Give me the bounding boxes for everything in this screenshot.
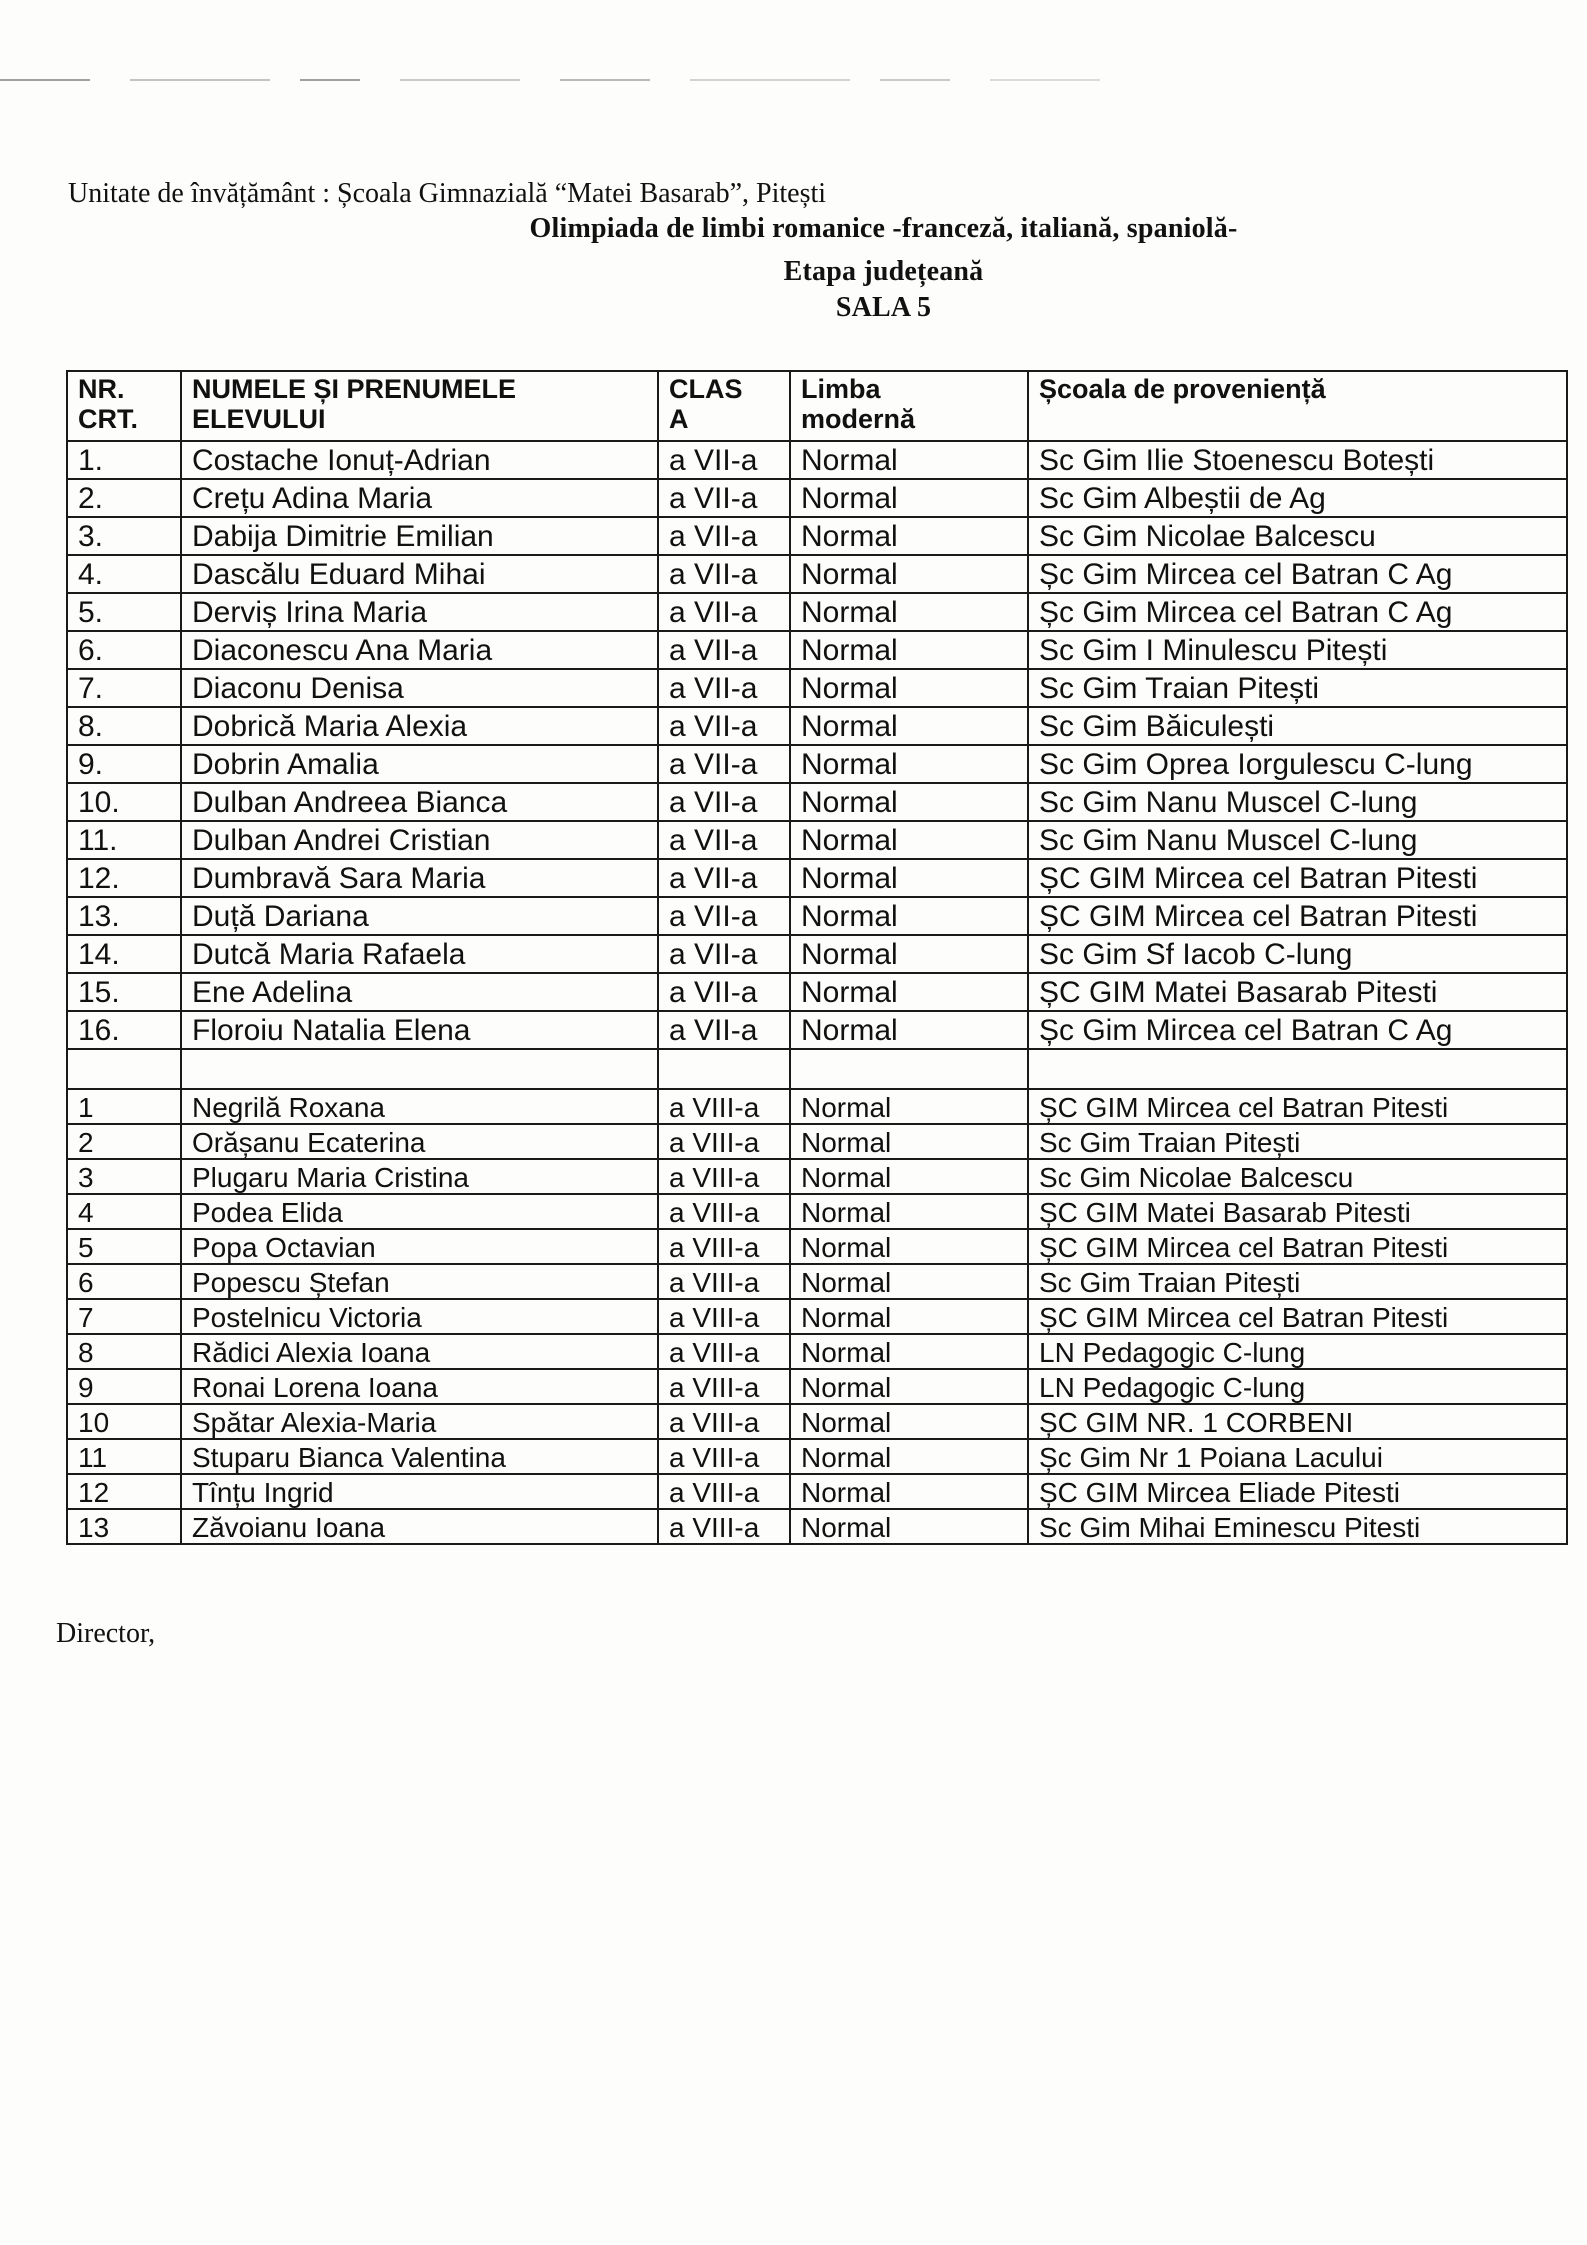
cell-nr: 1. [67,441,181,479]
cell-school: ȘC GIM Mircea cel Batran Pitesti [1028,859,1567,897]
cell-school: Șc Gim Mircea cel Batran C Ag [1028,593,1567,631]
cell-school: Sc Gim Traian Pitești [1028,1124,1567,1159]
cell-name: Ene Adelina [181,973,658,1011]
table-header [67,371,1567,441]
cell-language: Normal [790,593,1028,631]
cell-class: a VIII-a [658,1474,790,1509]
cell-school: Sc Gim Traian Pitești [1028,669,1567,707]
cell-class: a VII-a [658,821,790,859]
cell-school: Sc Gim Traian Pitești [1028,1264,1567,1299]
cell-name: Dobrin Amalia [181,745,658,783]
cell-language: Normal [790,555,1028,593]
student-table [66,370,1568,1545]
table-row [67,479,1567,517]
table-row [67,745,1567,783]
cell-nr: 4 [67,1194,181,1229]
table-row [67,1264,1567,1299]
cell-class: a VIII-a [658,1299,790,1334]
cell-school: Sc Gim Nicolae Balcescu [1028,517,1567,555]
cell-school: Sc Gim I Minulescu Pitești [1028,631,1567,669]
cell-name: Rădici Alexia Ioana [181,1334,658,1369]
cell-class: a VII-a [658,479,790,517]
cell-language: Normal [790,517,1028,555]
cell-class: a VIII-a [658,1229,790,1264]
cell-name: Costache Ionuț-Adrian [181,441,658,479]
cell-language: Normal [790,1264,1028,1299]
cell-school: Sc Gim Băiculești [1028,707,1567,745]
cell-name: Duță Dariana [181,897,658,935]
cell-name: Dulban Andreea Bianca [181,783,658,821]
cell-class: a VII-a [658,935,790,973]
cell-class: a VII-a [658,783,790,821]
table-row [67,555,1567,593]
cell-nr: 11. [67,821,181,859]
stage-heading: Etapa județeană [783,256,984,287]
cell-school: Sc Gim Mihai Eminescu Pitesti [1028,1509,1567,1544]
cell-language: Normal [790,973,1028,1011]
cell-nr: 3 [67,1159,181,1194]
cell-school: ȘC GIM Mircea Eliade Pitesti [1028,1474,1567,1509]
cell-language: Normal [790,745,1028,783]
cell-class: a VIII-a [658,1334,790,1369]
empty-cell [1028,1049,1567,1089]
cell-name: Dobrică Maria Alexia [181,707,658,745]
empty-cell [658,1049,790,1089]
cell-school: ȘC GIM Mircea cel Batran Pitesti [1028,897,1567,935]
cell-language: Normal [790,1404,1028,1439]
header-school [1028,371,1567,441]
cell-nr: 6. [67,631,181,669]
cell-name: Crețu Adina Maria [181,479,658,517]
table-row [67,707,1567,745]
cell-class: a VIII-a [658,1369,790,1404]
cell-nr: 13. [67,897,181,935]
cell-name: Spătar Alexia-Maria [181,1404,658,1439]
grade8-rows [67,1089,1567,1544]
cell-name: Dulban Andrei Cristian [181,821,658,859]
cell-language: Normal [790,1299,1028,1334]
header-nr [67,371,181,441]
cell-school: ȘC GIM Mircea cel Batran Pitesti [1028,1229,1567,1264]
cell-school: Șc Gim Nr 1 Poiana Lacului [1028,1439,1567,1474]
cell-language: Normal [790,441,1028,479]
table-row [67,1011,1567,1049]
cell-language: Normal [790,783,1028,821]
cell-name: Popa Octavian [181,1229,658,1264]
cell-school: ȘC GIM Mircea cel Batran Pitesti [1028,1299,1567,1334]
room-heading: SALA 5 [835,292,932,323]
cell-name: Popescu Ștefan [181,1264,658,1299]
table-row [67,631,1567,669]
table-row [67,935,1567,973]
cell-name: Negrilă Roxana [181,1089,658,1124]
cell-name: Podea Elida [181,1194,658,1229]
table-row [67,973,1567,1011]
cell-school: Sc Gim Nanu Muscel C-lung [1028,821,1567,859]
cell-nr: 15. [67,973,181,1011]
header-class [658,371,790,441]
cell-language: Normal [790,1011,1028,1049]
table-row [67,1509,1567,1544]
cell-nr: 14. [67,935,181,973]
cell-class: a VII-a [658,707,790,745]
cell-class: a VIII-a [658,1089,790,1124]
table-row [67,859,1567,897]
cell-nr: 12. [67,859,181,897]
cell-nr: 8. [67,707,181,745]
cell-nr: 12 [67,1474,181,1509]
cell-class: a VIII-a [658,1404,790,1439]
cell-class: a VII-a [658,631,790,669]
cell-school: Sc Gim Nicolae Balcescu [1028,1159,1567,1194]
header-name [181,371,658,441]
cell-class: a VII-a [658,517,790,555]
cell-language: Normal [790,1159,1028,1194]
empty-separator-row [67,1049,1567,1089]
cell-class: a VIII-a [658,1159,790,1194]
table-row [67,1194,1567,1229]
cell-class: a VII-a [658,1011,790,1049]
cell-nr: 9. [67,745,181,783]
cell-school: ȘC GIM Mircea cel Batran Pitesti [1028,1089,1567,1124]
school-unit-line: Unitate de învățământ : Școala Gimnazială “Matei Basarab”, Pitești [68,178,827,209]
table-row [67,821,1567,859]
cell-name: Orășanu Ecaterina [181,1124,658,1159]
cell-class: a VII-a [658,897,790,935]
cell-nr: 1 [67,1089,181,1124]
table-row [67,1439,1567,1474]
table-row [67,441,1567,479]
cell-language: Normal [790,1474,1028,1509]
cell-language: Normal [790,1369,1028,1404]
cell-school: Sc Gim Ilie Stoenescu Botești [1028,441,1567,479]
cell-name: Dabija Dimitrie Emilian [181,517,658,555]
cell-nr: 2 [67,1124,181,1159]
document-title: Olimpiada de limbi romanice -franceză, italiană, spaniolă- [529,213,1238,244]
header-class-text: CLAS A [669,374,743,434]
cell-language: Normal [790,1509,1028,1544]
cell-name: Plugaru Maria Cristina [181,1159,658,1194]
cell-class: a VII-a [658,669,790,707]
scan-edge-marks [0,76,1120,86]
cell-school: ȘC GIM Matei Basarab Pitesti [1028,1194,1567,1229]
cell-school: Șc Gim Mircea cel Batran C Ag [1028,555,1567,593]
table-row [67,1159,1567,1194]
cell-nr: 3. [67,517,181,555]
header-school-text: Școala de proveniență [1039,374,1326,404]
cell-name: Stuparu Bianca Valentina [181,1439,658,1474]
cell-class: a VII-a [658,745,790,783]
cell-nr: 5. [67,593,181,631]
cell-class: a VII-a [658,441,790,479]
cell-name: Tînțu Ingrid [181,1474,658,1509]
cell-language: Normal [790,935,1028,973]
cell-nr: 9 [67,1369,181,1404]
cell-school: Sc Gim Albeștii de Ag [1028,479,1567,517]
cell-name: Dutcă Maria Rafaela [181,935,658,973]
cell-language: Normal [790,1334,1028,1369]
empty-cell [67,1049,181,1089]
header-nr-text: NR. CRT. [78,374,138,434]
grade7-rows [67,441,1567,1049]
table-row [67,1124,1567,1159]
cell-language: Normal [790,631,1028,669]
table-row [67,1299,1567,1334]
cell-school: Sc Gim Sf Iacob C-lung [1028,935,1567,973]
cell-nr: 10 [67,1404,181,1439]
cell-school: LN Pedagogic C-lung [1028,1334,1567,1369]
cell-language: Normal [790,1194,1028,1229]
director-signature-label: Director, [56,1618,156,1649]
cell-name: Dascălu Eduard Mihai [181,555,658,593]
cell-class: a VIII-a [658,1264,790,1299]
cell-language: Normal [790,821,1028,859]
cell-language: Normal [790,859,1028,897]
cell-school: Șc Gim Mircea cel Batran C Ag [1028,1011,1567,1049]
cell-nr: 13 [67,1509,181,1544]
cell-nr: 8 [67,1334,181,1369]
header-language [790,371,1028,441]
table-row [67,1334,1567,1369]
cell-school: Sc Gim Oprea Iorgulescu C-lung [1028,745,1567,783]
cell-language: Normal [790,1229,1028,1264]
cell-name: Derviș Irina Maria [181,593,658,631]
cell-class: a VII-a [658,973,790,1011]
cell-name: Postelnicu Victoria [181,1299,658,1334]
cell-language: Normal [790,1124,1028,1159]
cell-language: Normal [790,1439,1028,1474]
cell-name: Diaconu Denisa [181,669,658,707]
header-name-text: NUMELE ȘI PRENUMELE ELEVULUI [192,374,517,434]
cell-name: Ronai Lorena Ioana [181,1369,658,1404]
cell-class: a VII-a [658,593,790,631]
table-row [67,1404,1567,1439]
cell-language: Normal [790,479,1028,517]
cell-nr: 7. [67,669,181,707]
cell-class: a VII-a [658,555,790,593]
cell-language: Normal [790,897,1028,935]
empty-cell [181,1049,658,1089]
cell-class: a VIII-a [658,1124,790,1159]
cell-nr: 6 [67,1264,181,1299]
table-row [67,517,1567,555]
cell-nr: 5 [67,1229,181,1264]
cell-nr: 7 [67,1299,181,1334]
separator-row-group [67,1049,1567,1089]
table-row [67,1474,1567,1509]
cell-class: a VIII-a [658,1509,790,1544]
cell-school: LN Pedagogic C-lung [1028,1369,1567,1404]
cell-language: Normal [790,669,1028,707]
cell-nr: 2. [67,479,181,517]
table-row [67,897,1567,935]
empty-cell [790,1049,1028,1089]
cell-nr: 16. [67,1011,181,1049]
cell-name: Zăvoianu Ioana [181,1509,658,1544]
table-row [67,1229,1567,1264]
table-row [67,783,1567,821]
cell-nr: 4. [67,555,181,593]
table-row [67,1369,1567,1404]
cell-language: Normal [790,1089,1028,1124]
cell-school: ȘC GIM NR. 1 CORBENI [1028,1404,1567,1439]
table-row [67,593,1567,631]
cell-school: Sc Gim Nanu Muscel C-lung [1028,783,1567,821]
cell-name: Dumbravă Sara Maria [181,859,658,897]
header-language-text: Limba modernă [801,374,916,434]
cell-language: Normal [790,707,1028,745]
cell-school: ȘC GIM Matei Basarab Pitesti [1028,973,1567,1011]
cell-name: Floroiu Natalia Elena [181,1011,658,1049]
table-row [67,1089,1567,1124]
cell-nr: 11 [67,1439,181,1474]
table-row [67,669,1567,707]
cell-class: a VII-a [658,859,790,897]
cell-nr: 10. [67,783,181,821]
cell-class: a VIII-a [658,1439,790,1474]
cell-class: a VIII-a [658,1194,790,1229]
cell-name: Diaconescu Ana Maria [181,631,658,669]
